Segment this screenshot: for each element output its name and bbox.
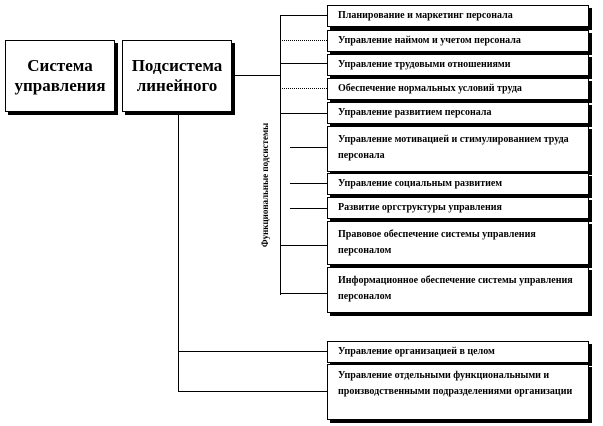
connector-f7 (290, 183, 327, 184)
functional-subsystems-label: Функциональные подсистемы (260, 122, 270, 248)
functional-subsystem-box (327, 267, 589, 313)
connector-f2 (280, 40, 327, 41)
connector-f5 (280, 113, 327, 114)
functional-subsystem-label: Правовое обеспечение системы управления персоналом (338, 229, 536, 256)
functional-subsystem-box (327, 54, 589, 76)
functional-subsystem-label: Управление мотивацией и стимулированием труда персонала (338, 134, 569, 161)
connector-f10 (280, 293, 327, 294)
functional-subsystem-label: Обеспечение нормальных условий труда (338, 83, 522, 94)
connector-f6 (290, 147, 327, 148)
line-subsystem-label: Подсистема линейного (131, 56, 223, 95)
functional-subsystem-box (327, 173, 589, 195)
connector-f9 (280, 245, 327, 246)
functional-subsystem-label: Управление трудовыми отношениями (338, 59, 511, 70)
functional-subsystem-box (327, 30, 589, 52)
line-subsystem-item-label: Управление отдельными функциональными и производственными подразделениями организации (338, 370, 573, 397)
connector-f3 (280, 63, 327, 64)
functional-subsystem-label: Планирование и маркетинг персонала (338, 10, 513, 21)
connector-f8 (290, 208, 327, 209)
line-subsystem-item-label: Управление организацией в целом (338, 346, 495, 357)
line-subsystem-stem (178, 112, 179, 392)
functional-subsystem-box (327, 126, 589, 172)
connector-f4 (280, 88, 327, 89)
functional-subsystem-box (327, 78, 589, 100)
functional-spine (280, 15, 281, 295)
functional-subsystem-label: Развитие оргструктуры управления (338, 202, 502, 213)
functional-subsystem-box (327, 197, 589, 219)
functional-subsystem-box (327, 221, 589, 265)
line-subsystem-item-box (327, 341, 589, 363)
functional-subsystem-label: Управление наймом и учетом персонала (338, 35, 521, 46)
line-subsystem-box (122, 40, 232, 112)
functional-subsystem-box (327, 102, 589, 124)
line-to-functional-spine (232, 75, 280, 76)
connector-f1 (280, 15, 327, 16)
management-system-label: Система управления (14, 56, 106, 95)
connector-l1 (178, 351, 327, 352)
functional-subsystem-label: Информационное обеспечение системы управления персоналом (338, 275, 573, 302)
line-subsystem-item-box (327, 364, 589, 420)
connector-l2 (178, 391, 327, 392)
functional-subsystem-box (327, 5, 589, 27)
functional-subsystem-label: Управление социальным развитием (338, 178, 503, 189)
functional-subsystem-label: Управление развитием персонала (338, 107, 492, 118)
management-system-box (5, 40, 115, 112)
